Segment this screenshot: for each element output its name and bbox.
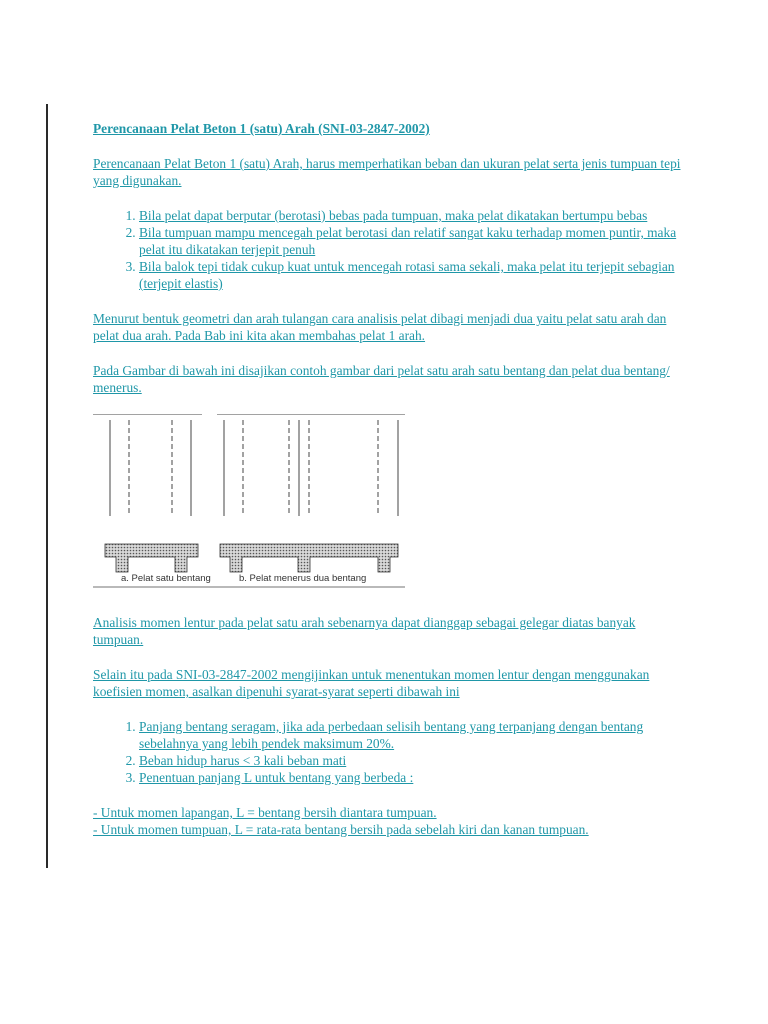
document-body (93, 120, 683, 838)
span-notes (93, 804, 683, 838)
list-item: 1. Panjang bentang seragam, jika ada perbedaan selisih bentang yang terpanjang dengan bentang sebelahnya yang lebih pendek maksimum 20%. (139, 718, 683, 752)
section-a-slab (105, 544, 198, 572)
caption-b: b. Pelat menerus dua bentang (239, 573, 367, 584)
slab-diagram (93, 414, 413, 596)
document-title: Perencanaan Pelat Beton 1 (satu) Arah (SNI-03-2847-2002) (93, 121, 430, 136)
list-item: 2. Bila tumpuan mampu mencegah pelat berotasi dan relatif sangat kaku terhadap momen puntir, maka pelat itu dikatakan terjepit penuh (139, 224, 683, 258)
geometry-paragraph: Menurut bentuk geometri dan arah tulangan cara analisis pelat dibagi menjadi dua yaitu pelat satu arah dan pelat dua arah. Pada Bab ini kita akan membahas pelat 1 arah. (93, 311, 667, 343)
condition-list (93, 718, 683, 786)
list-item: 2. Beban hidup harus < 3 kali beban mati (139, 752, 683, 769)
support-list (93, 207, 683, 292)
list-item: 1. Bila pelat dapat berputar (berotasi) bebas pada tumpuan, maka pelat dikatakan bertumpu bebas (139, 207, 683, 224)
intro-paragraph: Perencanaan Pelat Beton 1 (satu) Arah, harus memperhatikan beban dan ukuran pelat serta jenis tumpuan tepi yang digunakan. (93, 156, 681, 188)
sni-paragraph: Selain itu pada SNI-03-2847-2002 mengijinkan untuk menentukan momen lentur dengan menggunakan koefisien momen, asalkan dipenuhi syarat-syarat seperti dibawah ini (93, 667, 650, 699)
figure-intro-paragraph: Pada Gambar di bawah ini disajikan contoh gambar dari pelat satu arah satu bentang dan pelat dua bentang/ menerus. (93, 363, 670, 395)
section-b-slab (220, 544, 398, 572)
margin-line (46, 104, 48, 868)
slab-figure (93, 414, 683, 596)
caption-a: a. Pelat satu bentang (121, 573, 211, 584)
span-note-support: - Untuk momen tumpuan, L = rata-rata bentang bersih pada sebelah kiri dan kanan tumpuan. (93, 822, 589, 837)
analysis-paragraph: Analisis momen lentur pada pelat satu arah sebenarnya dapat dianggap sebagai gelegar diatas banyak tumpuan. (93, 615, 636, 647)
list-item: 3. Penentuan panjang L untuk bentang yang berbeda : (139, 769, 683, 786)
span-note-field: - Untuk momen lapangan, L = bentang bersih diantara tumpuan. (93, 805, 437, 820)
list-item: 3. Bila balok tepi tidak cukup kuat untuk mencegah rotasi sama sekali, maka pelat itu terjepit sebagian (terjepit elastis) (139, 258, 683, 292)
